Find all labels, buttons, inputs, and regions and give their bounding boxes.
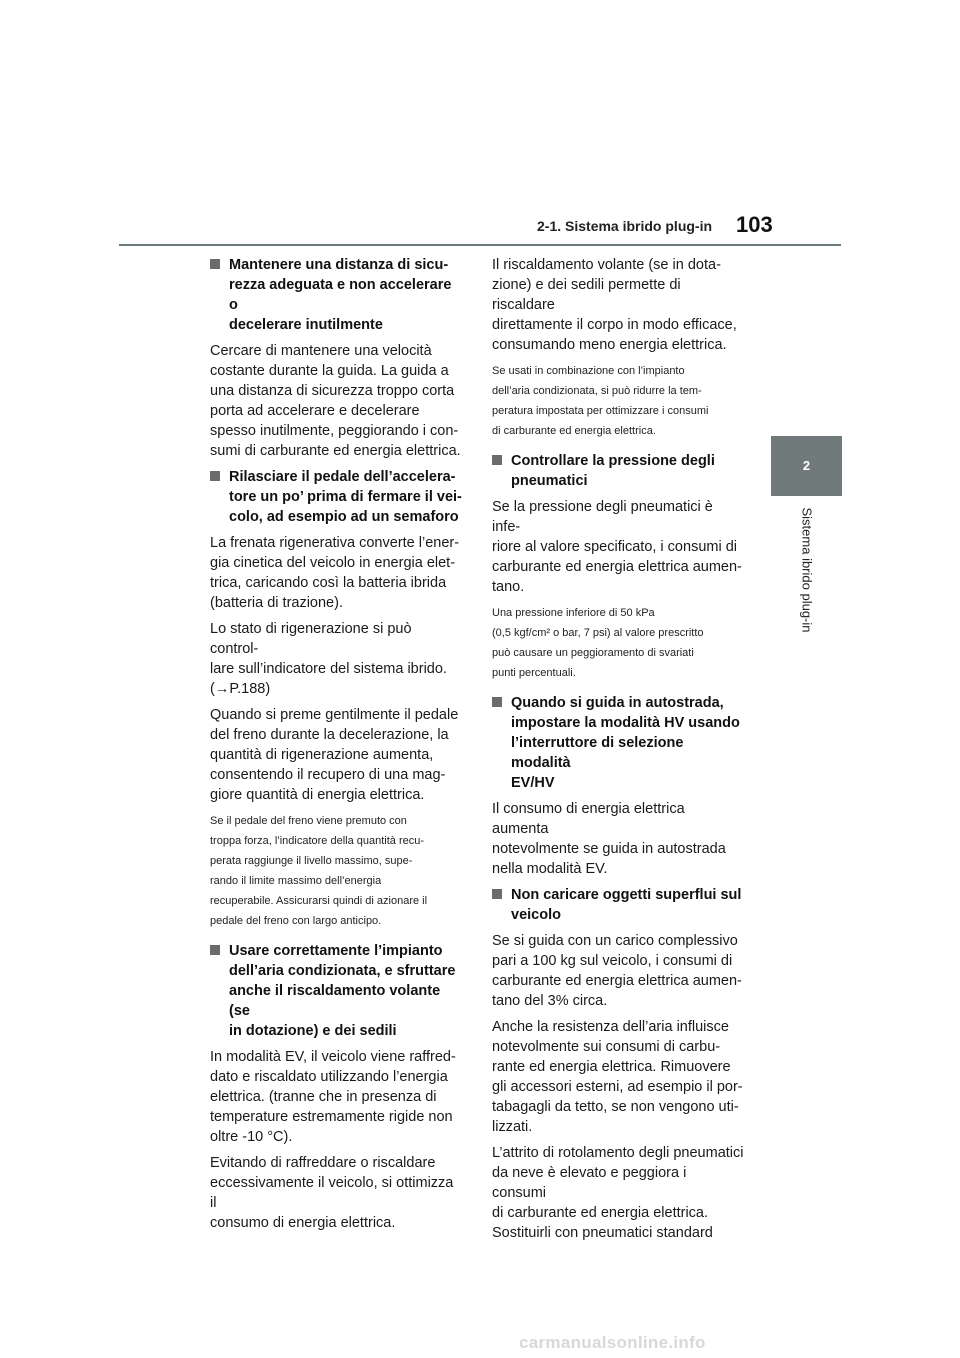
text-line: Usare correttamente l’impianto: [229, 943, 443, 959]
text-line: Se il pedale del freno viene premuto con: [210, 815, 407, 827]
text-line: gli accessori esterni, ad esempio il por-: [492, 1079, 743, 1095]
square-bullet-icon: [492, 889, 502, 899]
text-line: recuperabile. Assicurarsi quindi di azionare il: [210, 895, 428, 907]
header-section: 2-1. Sistema ibrido plug-in: [537, 218, 713, 234]
text-line: dell’aria condizionata, si può ridurre la tem-: [492, 385, 702, 397]
text-line: Cercare di mantenere una velocità: [210, 343, 432, 359]
text-line: di carburante ed energia elettrica.: [492, 1205, 709, 1221]
text-line: impostare la modalità HV usando: [511, 715, 740, 731]
text-line: di carburante ed energia elettrica.: [492, 425, 656, 437]
note-paragraph: [210, 811, 462, 931]
body-paragraph: [492, 1143, 744, 1243]
note-paragraph: [492, 603, 744, 683]
right-column: [492, 255, 744, 1249]
text-line: da neve è elevato e peggiora i consumi: [492, 1165, 687, 1201]
text-line: direttamente il corpo in modo efficace,: [492, 317, 737, 333]
text-line: trica, caricando così la batteria ibrida: [210, 575, 447, 591]
text-line: Il riscaldamento volante (se in dota-: [492, 257, 721, 273]
section-heading: [492, 451, 744, 491]
body-paragraph: [492, 931, 744, 1011]
page-number: 103: [736, 212, 773, 237]
text-line: tano del 3% circa.: [492, 993, 608, 1009]
text-line: tano.: [492, 579, 525, 595]
side-tab-number: 2: [802, 458, 811, 473]
footer-watermark: carmanualsonline.info: [519, 1333, 706, 1352]
section-heading: [210, 941, 462, 1041]
text-line: (0,5 kgf/cm² o bar, 7 psi) al valore prescritto: [492, 627, 704, 639]
text-line: rante ed energia elettrica. Rimuovere: [492, 1059, 731, 1075]
text-line: una distanza di sicurezza troppo corta: [210, 383, 455, 399]
text-line: spesso inutilmente, peggiorando i con-: [210, 423, 459, 439]
section-heading: [210, 467, 462, 527]
body-paragraph: [210, 1047, 462, 1147]
header-rule: [119, 244, 841, 246]
text-line: Se si guida con un carico complessivo: [492, 933, 738, 949]
text-line: dell’aria condizionata, e sfruttare: [229, 963, 456, 979]
text-line: (→P.188): [210, 681, 271, 697]
text-line: veicolo: [511, 907, 561, 923]
text-line: In modalità EV, il veicolo viene raffred-: [210, 1049, 456, 1065]
text-line: costante durante la guida. La guida a: [210, 363, 449, 379]
text-line: giore quantità di energia elettrica.: [210, 787, 425, 803]
text-line: Controllare la pressione degli: [511, 453, 715, 469]
section-heading: [492, 693, 744, 793]
text-line: temperature estremamente rigide non: [210, 1109, 453, 1125]
body-paragraph: [210, 341, 462, 461]
text-line: eccessivamente il veicolo, si ottimizza il: [210, 1175, 454, 1211]
text-line: può causare un peggioramento di svariati: [492, 647, 694, 659]
square-bullet-icon: [492, 455, 502, 465]
text-line: l’interruttore di selezione modalità: [511, 735, 684, 771]
left-column: [210, 255, 462, 1239]
text-line: elettrica. (tranne che in presenza di: [210, 1089, 437, 1105]
text-line: pedale del freno con largo anticipo.: [210, 915, 382, 927]
note-paragraph: [492, 361, 744, 441]
text-line: rando il limite massimo dell’energia: [210, 875, 382, 887]
text-line: nella modalità EV.: [492, 861, 608, 877]
text-line: decelerare inutilmente: [229, 317, 383, 333]
text-line: lizzati.: [492, 1119, 533, 1135]
text-line: notevolmente se guida in autostrada: [492, 841, 726, 857]
side-tab-label: Sistema ibrido plug-in: [799, 507, 815, 633]
text-line: pneumatici: [511, 473, 588, 489]
square-bullet-icon: [210, 945, 220, 955]
text-line: Quando si guida in autostrada,: [511, 695, 724, 711]
text-line: anche il riscaldamento volante (se: [229, 983, 441, 1019]
body-paragraph: [210, 705, 462, 805]
text-line: L’attrito di rotolamento degli pneumatici: [492, 1145, 744, 1161]
text-line: Se la pressione degli pneumatici è infe-: [492, 499, 713, 535]
side-tab: [771, 436, 842, 496]
text-line: oltre -10 °C).: [210, 1129, 293, 1145]
text-line: quantità di rigenerazione aumenta,: [210, 747, 434, 763]
text-line: carburante ed energia elettrica aumen-: [492, 973, 742, 989]
text-line: punti percentuali.: [492, 667, 576, 679]
body-paragraph: [210, 1153, 462, 1233]
text-line: lare sull’indicatore del sistema ibrido.: [210, 661, 447, 677]
text-line: Evitando di raffreddare o riscaldare: [210, 1155, 436, 1171]
body-paragraph: [492, 255, 744, 355]
square-bullet-icon: [210, 471, 220, 481]
body-paragraph: [210, 619, 462, 699]
section-heading: [210, 255, 462, 335]
text-line: porta ad accelerare e decelerare: [210, 403, 420, 419]
text-line: zione) e dei sedili permette di riscaldare: [492, 277, 681, 313]
body-paragraph: [492, 799, 744, 879]
text-line: consumando meno energia elettrica.: [492, 337, 727, 353]
text-line: riore al valore specificato, i consumi di: [492, 539, 737, 555]
text-line: tabagagli da tetto, se non vengono uti-: [492, 1099, 739, 1115]
text-line: consentendo il recupero di una mag-: [210, 767, 446, 783]
text-line: colo, ad esempio ad un semaforo: [229, 509, 459, 525]
text-line: peratura impostata per ottimizzare i consumi: [492, 405, 709, 417]
text-line: rezza adeguata e non accelerare o: [229, 277, 452, 313]
text-line: in dotazione) e dei sedili: [229, 1023, 397, 1039]
text-line: Anche la resistenza dell’aria influisce: [492, 1019, 729, 1035]
body-paragraph: [492, 1017, 744, 1137]
text-line: Se usati in combinazione con l’impianto: [492, 365, 685, 377]
text-line: Il consumo di energia elettrica aumenta: [492, 801, 685, 837]
text-line: La frenata rigenerativa converte l’ener-: [210, 535, 460, 551]
text-line: Lo stato di rigenerazione si può control-: [210, 621, 412, 657]
text-line: EV/HV: [511, 775, 555, 791]
text-line: consumo di energia elettrica.: [210, 1215, 396, 1231]
text-line: sumi di carburante ed energia elettrica.: [210, 443, 461, 459]
text-line: (batteria di trazione).: [210, 595, 343, 611]
body-paragraph: [492, 497, 744, 597]
square-bullet-icon: [492, 697, 502, 707]
text-line: Sostituirli con pneumatici standard: [492, 1225, 713, 1241]
square-bullet-icon: [210, 259, 220, 269]
text-line: pari a 100 kg sul veicolo, i consumi di: [492, 953, 733, 969]
text-line: del freno durante la decelerazione, la: [210, 727, 449, 743]
text-line: Una pressione inferiore di 50 kPa: [492, 607, 655, 619]
text-line: Quando si preme gentilmente il pedale: [210, 707, 459, 723]
text-line: notevolmente sui consumi di carbu-: [492, 1039, 721, 1055]
text-line: Rilasciare il pedale dell’accelera-: [229, 469, 456, 485]
body-paragraph: [210, 533, 462, 613]
text-line: troppa forza, l’indicatore della quantità recu-: [210, 835, 425, 847]
text-line: gia cinetica del veicolo in energia elet-: [210, 555, 456, 571]
text-line: Non caricare oggetti superflui sul: [511, 887, 742, 903]
text-line: tore un po’ prima di fermare il vei-: [229, 489, 462, 505]
text-line: perata raggiunge il livello massimo, supe-: [210, 855, 413, 867]
text-line: carburante ed energia elettrica aumen-: [492, 559, 742, 575]
text-line: dato e riscaldato utilizzando l’energia: [210, 1069, 448, 1085]
text-line: Mantenere una distanza di sicu-: [229, 257, 449, 273]
section-heading: [492, 885, 744, 925]
